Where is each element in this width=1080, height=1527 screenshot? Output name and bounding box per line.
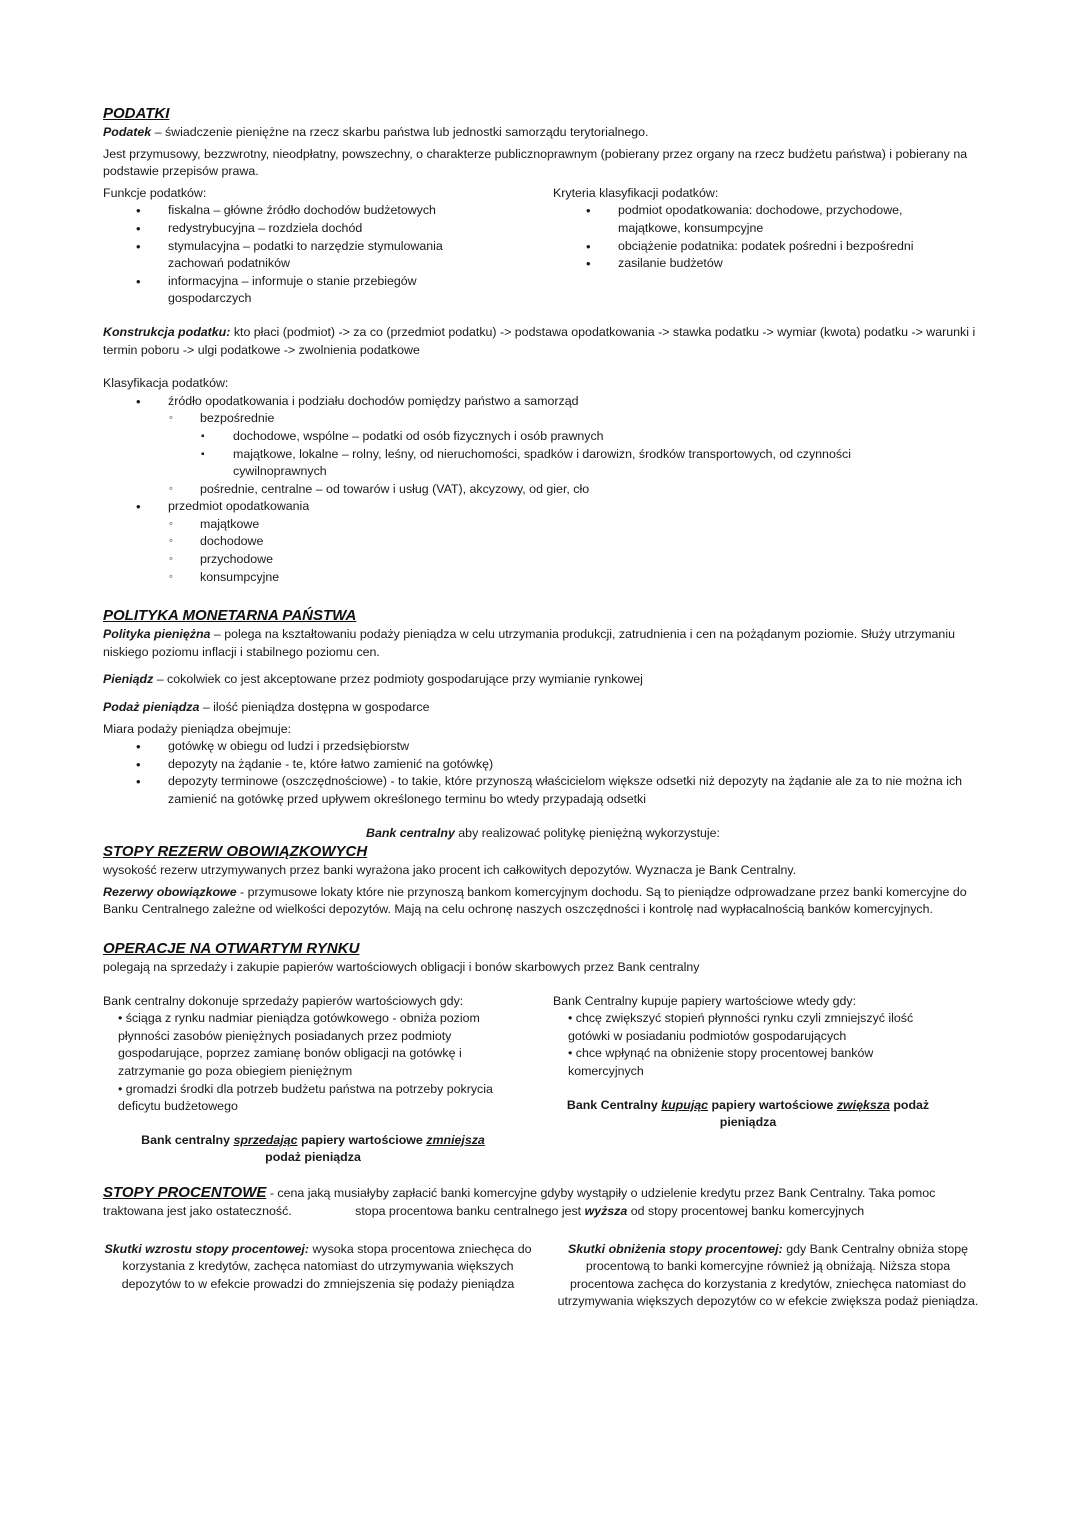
list-item: • redystrybucyjna – rozdziela dochód — [103, 220, 483, 238]
list-item: ▪ majątkowe, lokalne – rolny, leśny, od nieruchomości, spadków i darowizn, środków transportowych, od czynności cywilnoprawnych — [103, 446, 913, 481]
stopy-text2b: wyższa — [584, 1203, 628, 1218]
section-title-operacje: OPERACJE NA OTWARTYM RYNKU — [103, 939, 360, 957]
summary-part: podaż pieniądza — [265, 1150, 361, 1165]
obnizenie-text: gdy Bank Centralny obniża stopę procentową to banki komercyjne również ją obniżają. Niższa stopa procentowa zachęca do korzystania z kredytów, zniechęca natomiast do utrzymywania większych depozytów co w efekcie zwiększa podaż pieniądza. — [557, 1241, 979, 1309]
wzrost-term: Skutki wzrostu stopy procentowej: — [104, 1241, 309, 1256]
list-item: • depozyty terminowe (oszczędnościowe) - to takie, które przynoszą właścicielom większe odsetki niż depozyty na żądanie ale za to nie można ich zamienić na gotówkę przed upływem określonego terminu bo wtedy przypadają odsetki — [103, 773, 963, 808]
klasyfikacja-title: Klasyfikacja podatków: — [103, 376, 229, 391]
klasyfikacja-list — [103, 498, 983, 516]
skutki-columns — [103, 1241, 983, 1311]
wzrost-column — [103, 1241, 553, 1311]
summary-part: papiery wartościowe — [297, 1132, 427, 1147]
kupno-item: • chcę zwiększyć stopień płynności rynku czyli zmniejszyć ilość gotówki w posiadaniu podmiotów gospodarujących — [568, 1011, 914, 1043]
pieniadz-term: Pieniądz — [103, 672, 154, 687]
kupno-column — [553, 993, 983, 1167]
kupno-title: Bank Centralny kupuje papiery wartościowe wtedy gdy: — [553, 993, 857, 1008]
podatek-description: Jest przymusowy, bezzwrotny, nieodpłatny, powszechny, o charakterze publicznoprawnym (pobierany przez organy na rzecz budżetu państwa) i pobierany na podstawie przepisów prawa. — [103, 146, 968, 179]
operacje-description: polegają na sprzedaży i zakupie papierów wartościowych obligacji i bonów skarbowych przez Bank centralny — [103, 959, 700, 974]
polityka-term: Polityka pieniężna — [103, 627, 211, 642]
list-item: ◦ dochodowe — [103, 533, 983, 551]
przedmiot-sublist — [103, 516, 983, 586]
podaz-term: Podaż pieniądza — [103, 700, 200, 715]
list-item: • informacyjna – informuje o stanie przebiegów gospodarczych — [103, 273, 483, 308]
podatek-definition — [103, 124, 983, 142]
list-item: • źródło opodatkowania i podziału dochodów pomiędzy państwo a samorząd — [103, 393, 983, 411]
funkcje-title: Funkcje podatków: — [103, 185, 207, 200]
summary-part: podaż pieniądza — [719, 1097, 930, 1130]
stopy-text2c: od stopy procentowej banku komercyjnych — [627, 1203, 865, 1218]
bank-centralny-intro — [103, 825, 983, 843]
list-item: ◦ konsumpcyjne — [103, 569, 983, 587]
sprzedaz-title: Bank centralny dokonuje sprzedaży papierów wartościowych gdy: — [103, 993, 464, 1008]
sprzedaz-summary — [103, 1132, 523, 1167]
podatek-def-text: – świadczenie pieniężne na rzecz skarbu państwa lub jednostki samorządu terytorialnego. — [151, 125, 649, 139]
obnizenie-paragraph — [553, 1241, 983, 1311]
bank-term: Bank centralny — [366, 825, 455, 840]
list-item: ◦ majątkowe — [103, 516, 983, 534]
konstrukcja-podatku — [103, 324, 983, 359]
funkcje-column — [103, 185, 553, 308]
stopy-text2a: stopa procentowa banku centralnego jest — [355, 1203, 585, 1218]
list-item: ◦ bezpośrednie — [103, 410, 983, 428]
bank-text: aby realizować politykę pieniężną wykorzystuje: — [454, 825, 720, 840]
podatki-columns — [103, 185, 983, 308]
pieniadz-text: – cokolwiek co jest akceptowane przez podmioty gospodarujące przy wymianie rynkowej — [153, 672, 643, 687]
summary-part: papiery wartościowe — [708, 1097, 837, 1112]
sprzedaz-item: • gromadzi środki dla potrzeb budżetu państwa na potrzeby pokrycia deficytu budżetowego — [118, 1081, 493, 1114]
list-item: • depozyty na żądanie - te, które łatwo zamienić na gotówkę) — [103, 756, 963, 774]
summary-part: kupując — [661, 1097, 709, 1112]
rezerwy-text: - przymusowe lokaty które nie przynoszą bankom komercyjnym dochodu. Są to pieniądze odprowadzane przez banki komercyjne do Banku Centralnego zależne od wielkości depozytów. Mają na celu ochronę naszych oszczędności i kontrolę nad wypłacalnością banków komercyjnych. — [103, 884, 967, 917]
list-item: • obciążenie podatnika: podatek pośredni i bezpośredni — [553, 238, 943, 256]
wzrost-paragraph — [103, 1241, 533, 1294]
obnizenie-term: Skutki obniżenia stopy procentowej: — [567, 1241, 783, 1256]
funkcje-list — [103, 202, 553, 308]
miara-title: Miara podaży pieniądza obejmuje: — [103, 721, 292, 736]
rezerwy-description: wysokość rezerw utrzymywanych przez banki wyrażona jako procent ich całkowitych depozytów. Wyznacza je Bank Centralny. — [103, 863, 797, 878]
rezerwy-definition — [103, 884, 983, 919]
summary-part: zmniejsza — [426, 1132, 485, 1147]
summary-part: sprzedając — [233, 1132, 298, 1147]
list-item: • zasilanie budżetów — [553, 255, 943, 273]
stopy-text: - cena jaką musiałyby zapłacić banki komercyjne gdyby wystąpiły o udzielenie kredytu przez Bank Centralny. Taka pomoc traktowana jest jako ostateczność. — [103, 1185, 936, 1218]
summary-part: Bank Centralny — [566, 1097, 662, 1112]
polityka-text: – polega na kształtowaniu podaży pieniądza w celu utrzymania produkcji, zatrudnienia i cen na pożądanym poziomie. Służy utrzymaniu niskiego poziomu inflacji i stabilnego poziomu cen. — [103, 627, 955, 659]
sprzedaz-column — [103, 993, 553, 1167]
rezerwy-term: Rezerwy obowiązkowe — [103, 884, 237, 899]
miara-list — [103, 738, 983, 808]
pieniadz-definition — [103, 671, 983, 689]
wzrost-text: wysoka stopa procentowa zniechęca do korzystania z kredytów, zachęca natomiast do utrzymywania większych depozytów to w efekcie prowadzi do zmniejszenia się podaży pieniądza — [121, 1241, 532, 1291]
operacje-columns — [103, 993, 983, 1167]
summary-part: zwiększa — [836, 1097, 890, 1112]
section-title-rezerwy: STOPY REZERW OBOWIĄZKOWYCH — [103, 843, 368, 861]
summary-part: Bank centralny — [141, 1132, 234, 1147]
konstrukcja-term: Konstrukcja podatku: — [103, 324, 231, 339]
list-item: • fiskalna – główne źródło dochodów budżetowych — [103, 202, 483, 220]
list-item: • podmiot opodatkowania: dochodowe, przychodowe, majątkowe, konsumpcyjne — [553, 202, 943, 237]
document-page — [103, 104, 983, 1311]
list-item: • stymulacyjna – podatki to narzędzie stymulowania zachowań podatników — [103, 238, 483, 273]
section-title-polityka: POLITYKA MONETARNA PAŃSTWA — [103, 607, 357, 625]
list-item: • gotówkę w obiegu od ludzi i przedsiębiorstw — [103, 738, 963, 756]
stopy-procentowe — [103, 1183, 983, 1221]
list-item: ◦ przychodowe — [103, 551, 983, 569]
list-item: • przedmiot opodatkowania — [103, 498, 983, 516]
kryteria-list — [553, 202, 983, 272]
podaz-definition — [103, 699, 983, 717]
klasyfikacja-sublist — [103, 481, 983, 499]
section-title-podatki: PODATKI — [103, 105, 170, 122]
kupno-item: • chce wpłynąć na obniżenie stopy procentowej banków komercyjnych — [568, 1046, 874, 1078]
polityka-pieniezna — [103, 626, 983, 661]
list-item: ◦ pośrednie, centralne – od towarów i usług (VAT), akcyzowy, od gier, cło — [103, 481, 983, 499]
section-title-stopy: STOPY PROCENTOWE — [103, 1183, 267, 1201]
obnizenie-column — [553, 1241, 983, 1311]
sprzedaz-item: • ściąga z rynku nadmiar pieniądza gotówkowego - obniża poziom płynności zasobów pieniężnych posiadanych przez podmioty gospodarujące, poprzez zamianę bonów obligacji na gotówkę i zatrzymanie go poza obiegiem pieniężnym — [118, 1011, 480, 1078]
konstrukcja-text: kto płaci (podmiot) -> za co (przedmiot podatku) -> podstawa opodatkowania -> stawka podatku -> wymiar (kwota) podatku -> warunki i termin poboru -> ulgi podatkowe -> zwolnienia podatkowe — [103, 324, 976, 357]
podaz-text: – ilość pieniądza dostępna w gospodarce — [199, 700, 430, 715]
klasyfikacja-sublist — [103, 410, 983, 428]
kupno-summary — [553, 1097, 943, 1132]
klasyfikacja-subsublist — [103, 428, 983, 481]
kryteria-column — [553, 185, 983, 308]
list-item: ▪ dochodowe, wspólne – podatki od osób fizycznych i osób prawnych — [103, 428, 913, 446]
podatek-term: Podatek — [103, 125, 152, 139]
kryteria-title: Kryteria klasyfikacji podatków: — [553, 185, 719, 200]
klasyfikacja-list — [103, 393, 983, 411]
